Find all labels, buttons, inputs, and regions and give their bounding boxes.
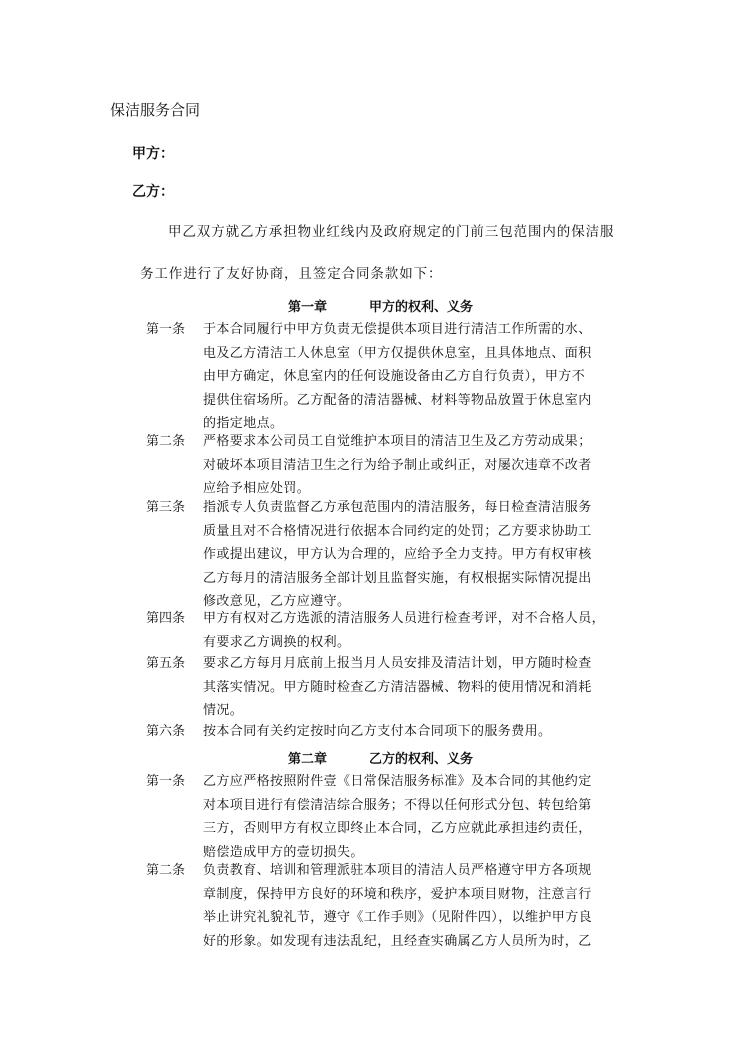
article-body xyxy=(203,652,646,723)
article-line: 对本项目进行有偿清洁综合服务；不得以任何形式分包、转包给第 xyxy=(203,797,592,813)
intro-line-2: 务工作进行了友好协商，且签定合同条款如下： xyxy=(140,266,443,282)
article-number: 第六条 xyxy=(146,724,186,739)
article-line: 章制度，保持甲方良好的环境和秩序，爱护本项目财物，注意言行 xyxy=(203,886,592,902)
article-line: 电及乙方清洁工人休息室（甲方仅提供休息室，且具体地点、面积 xyxy=(203,345,592,361)
article-line: 指派专人负责监督乙方承包范围内的清洁服务，每日检查清洁服务 xyxy=(203,500,592,515)
article-line: 要求乙方每月月底前上报当月人员安排及清洁计划，甲方随时检查 xyxy=(203,656,592,671)
chapter-1-article-6 xyxy=(146,720,646,744)
article-line: 甲方有权对乙方选派的清洁服务人员进行检查考评，对不合格人员， xyxy=(203,611,606,626)
chapter-1-article-2 xyxy=(146,430,646,501)
article-line: 提供住宿场所。乙方配备的清洁器械、材料等物品放置于休息室内 xyxy=(203,392,592,408)
article-number: 第二条 xyxy=(146,434,186,449)
chapter-2-title: 乙方的权利、义务 xyxy=(369,752,474,767)
article-number: 第四条 xyxy=(146,611,186,626)
article-line: 情况。 xyxy=(203,703,244,719)
party-b-label: 乙方： xyxy=(132,184,174,200)
article-number: 第一条 xyxy=(146,322,186,337)
article-number: 第三条 xyxy=(146,500,186,515)
chapter-1-title: 甲方的权利、义务 xyxy=(369,300,474,315)
chapter-1-heading xyxy=(288,296,473,315)
article-body xyxy=(203,859,646,953)
article-number: 第二条 xyxy=(146,863,186,878)
article-body xyxy=(203,318,646,436)
article-line: 的指定地点。 xyxy=(203,416,284,432)
article-line: 赔偿造成甲方的壹切损失。 xyxy=(203,844,364,860)
article-line: 质量且对不合格情况进行依据本合同约定的处罚；乙方要求协助工 xyxy=(203,523,592,539)
chapter-1-article-5 xyxy=(146,652,646,723)
article-line: 作或提出建议，甲方认为合理的，应给予全力支持。甲方有权审核 xyxy=(203,547,592,563)
article-line: 按本合同有关约定按时向乙方支付本合同项下的服务费用。 xyxy=(203,724,552,739)
article-line: 应给予相应处罚。 xyxy=(203,481,311,497)
article-line: 由甲方确定，休息室内的任何设施设备由乙方自行负责），甲方不 xyxy=(203,369,586,385)
article-line: 修改意见，乙方应遵守。 xyxy=(203,594,351,610)
article-body xyxy=(203,720,646,744)
chapter-1-article-4 xyxy=(146,607,646,654)
article-line: 对破坏本项目清洁卫生之行为给予制止或纠正，对屡次违章不改者 xyxy=(203,457,592,473)
article-line: 于本合同履行中甲方负责无偿提供本项目进行清洁工作所需的水、 xyxy=(203,322,592,337)
intro-line-1: 甲乙双方就乙方承担物业红线内及政府规定的门前三包范围内的保洁服 xyxy=(168,224,615,240)
article-line: 其落实情况。甲方随时检查乙方清洁器械、物料的使用情况和消耗 xyxy=(203,679,592,695)
article-body xyxy=(203,496,646,614)
article-line: 乙方应严格按照附件壹《日常保洁服务标准》及本合同的其他约定 xyxy=(203,774,592,789)
article-body xyxy=(203,770,646,864)
article-line: 举止讲究礼貌礼节，遵守《工作手则》（见附件四），以维护甲方良 xyxy=(203,910,593,926)
chapter-1-label: 第一章 xyxy=(288,300,328,315)
article-line: 好的形象。如发现有违法乱纪，且经查实确属乙方人员所为时，乙 xyxy=(203,933,592,949)
chapter-2-label: 第二章 xyxy=(288,752,328,767)
article-body xyxy=(203,607,646,654)
chapter-1-article-3 xyxy=(146,496,646,614)
chapter-2-article-1 xyxy=(146,770,646,864)
article-line: 乙方每月的清洁服务全部计划且监督实施，有权根据实际情况提出 xyxy=(203,570,592,586)
party-a-label: 甲方： xyxy=(132,146,174,162)
article-line: 三方，否则甲方有权立即终止本合同，乙方应就此承担违约责任， xyxy=(203,821,592,837)
article-line: 有要求乙方调换的权利。 xyxy=(203,634,351,650)
document-title: 保洁服务合同 xyxy=(110,101,201,119)
article-number: 第五条 xyxy=(146,656,186,671)
chapter-1-article-1 xyxy=(146,318,646,436)
chapter-2-article-2 xyxy=(146,859,646,953)
article-line: 负责教育、培训和管理派驻本项目的清洁人员严格遵守甲方各项规 xyxy=(203,863,592,878)
article-number: 第一条 xyxy=(146,774,186,789)
article-line: 严格要求本公司员工自觉维护本项目的清洁卫生及乙方劳动成果； xyxy=(203,434,592,449)
chapter-2-heading xyxy=(288,748,473,767)
article-body xyxy=(203,430,646,501)
